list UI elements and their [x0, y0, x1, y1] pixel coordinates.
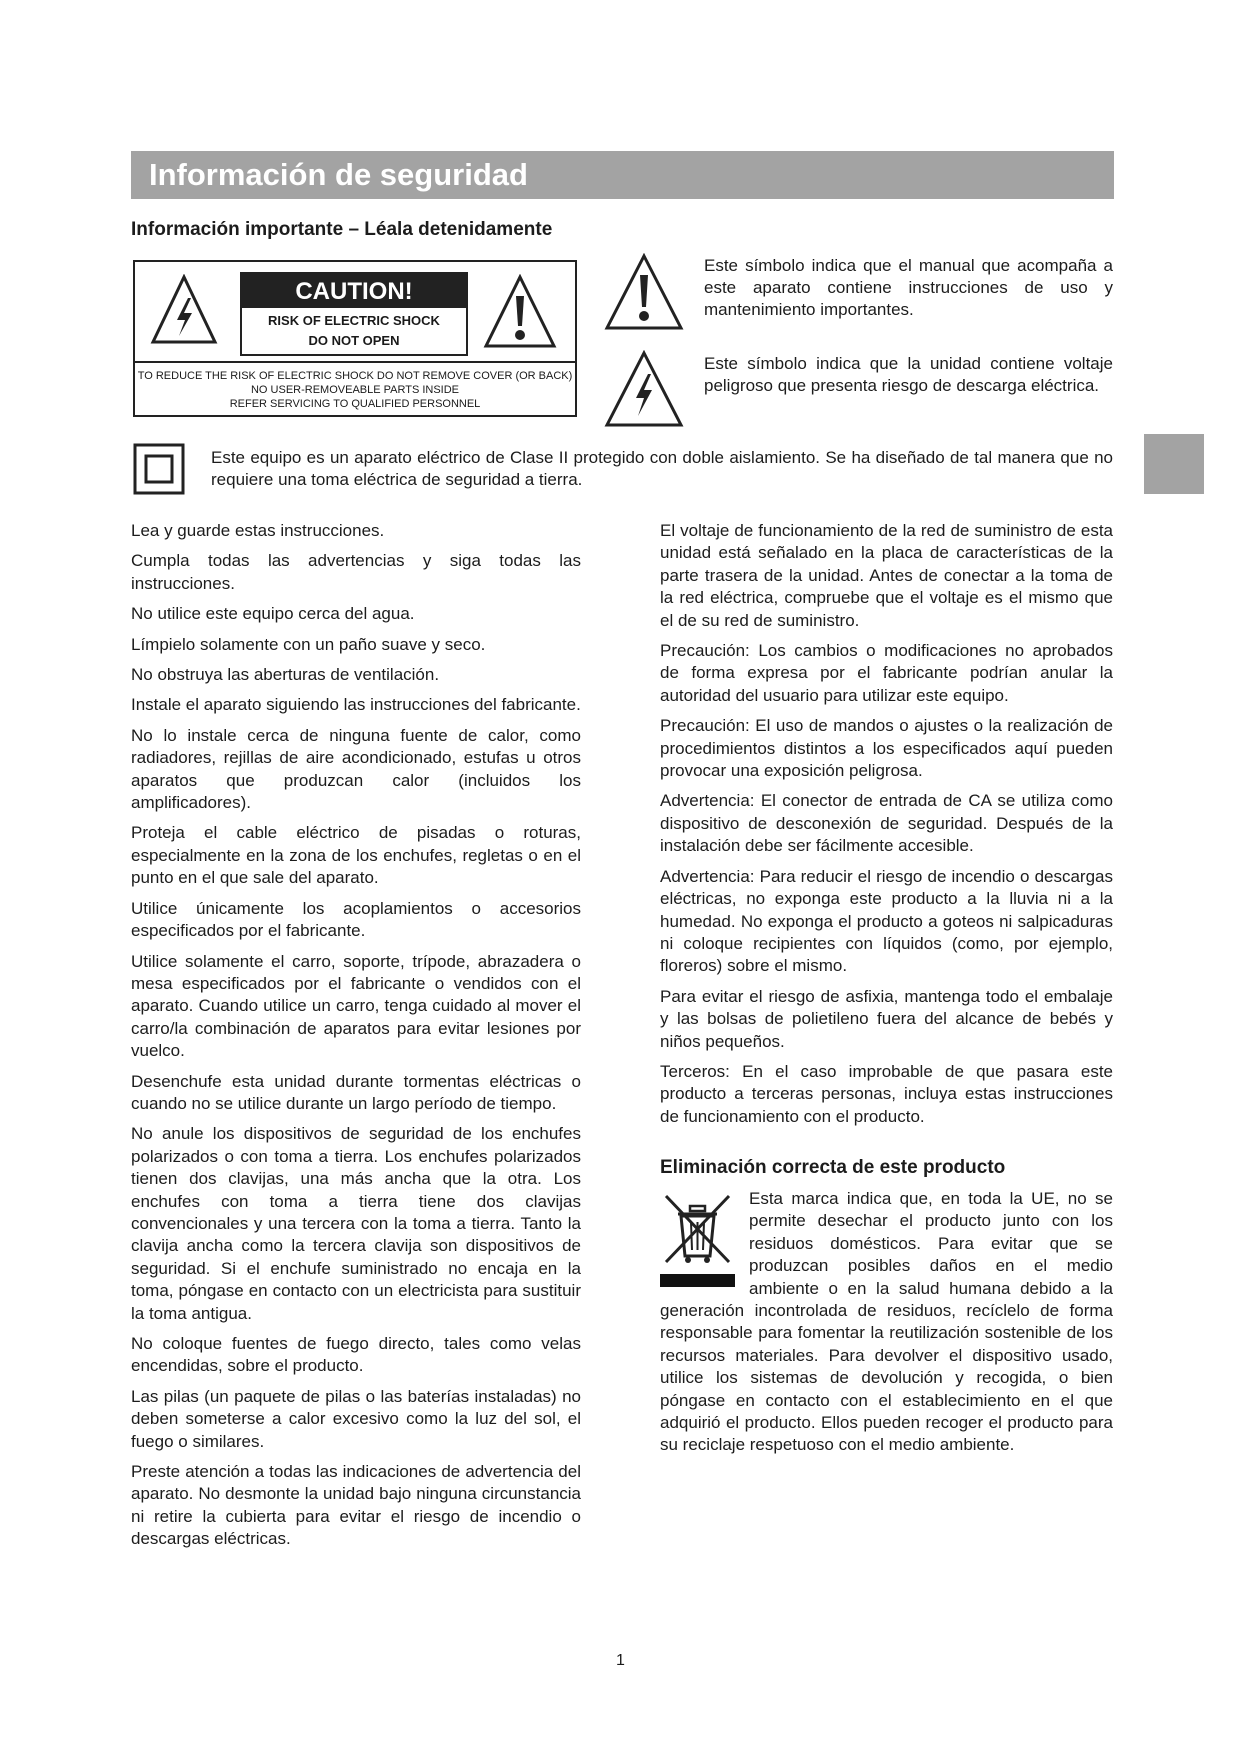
safety-warning: Precaución: Los cambios o modificaciones no aprobados de forma expresa por el fabricante podrían anular la autoridad del usuario para utilizar este equipo. [660, 641, 1113, 705]
lightning-symbol-icon [604, 350, 684, 428]
section-header-bar [131, 151, 1114, 199]
safety-instruction: No utilice este equipo cerca del agua. [131, 604, 415, 624]
page-title: Información de seguridad [149, 157, 528, 192]
safety-instruction: No anule los dispositivos de seguridad de los enchufes polarizados o con toma a tierra. Los enchufes polarizados tienen dos clavijas, una más ancha que la otra. Los enchufes con toma a tierra tiene dos clavijas convencionales y una tercera con la toma a tierra. Tanto la clavija ancha como la tercera clavija son dispositivos de seguridad. Si el enchufe suministrado no encaja en la toma, póngase en contacto con un electricista para sustituir la toma antigua. [131, 1124, 581, 1323]
page-number: 1 [616, 1652, 625, 1669]
exclamation-warning-icon [483, 274, 557, 350]
left-column [131, 520, 581, 1559]
disposal-text: Esta marca indica que, en toda la UE, no se permite desechar el producto junto con los residuos domésticos. Para evitar que se produzcan posibles daños en el medio ambiente o en la salud humana debido a la generación incontrolada de residuos, recíclelo de forma responsable para fomentar la reutilización sostenible de los recursos materiales. Para devolver el dispositivo usado, utilice los sistemas de devolución y recogida, o bien póngase en contacto con el establecimiento en el que adquirió el producto. Ellos pueden recoger el producto para su reciclaje respetuoso con el medio ambiente. [660, 1189, 1113, 1455]
chapter-tab [1144, 434, 1204, 494]
safety-instruction: Cumpla todas las advertencias y siga todas las instrucciones. [131, 551, 581, 593]
safety-instruction: No obstruya las aberturas de ventilación. [131, 665, 440, 685]
safety-instruction: Desenchufe esta unidad durante tormentas eléctricas o cuando no se utilice durante un largo período de tiempo. [131, 1071, 581, 1113]
caution-small-line-2: NO USER-REMOVEABLE PARTS INSIDE [250, 384, 460, 396]
safety-instruction: Lea y guarde estas instrucciones. [131, 521, 385, 540]
section-subtitle: Información importante – Léala detenidamente [131, 219, 553, 240]
safety-instruction: Las pilas (un paquete de pilas o las baterías instaladas) no deben someterse a calor excesivo como la luz del sol, el fuego o similares. [131, 1386, 581, 1451]
caution-label [133, 260, 577, 417]
safety-instruction: Utilice únicamente los acoplamientos o accesorios especificados por el fabricante. [131, 898, 581, 941]
exclamation-symbol-text: Este símbolo indica que el manual que acompaña a este aparato contiene instrucciones de uso y mantenimiento importantes. [704, 256, 1113, 319]
safety-instruction: Proteja el cable eléctrico de pisadas o roturas, especialmente en la zona de los enchufes, regletas o en el punto en el que sale del aparato. [131, 823, 581, 888]
lightning-symbol-text: Este símbolo indica que la unidad contiene voltaje peligroso que presenta riesgo de descarga eléctrica. [704, 354, 1113, 395]
right-column [660, 520, 1113, 1136]
caution-line-1: RISK OF ELECTRIC SHOCK [268, 313, 440, 328]
disposal-heading: Eliminación correcta de este producto [660, 1157, 1006, 1178]
caution-title: CAUTION! [242, 274, 466, 308]
safety-warning: Precaución: El uso de mandos o ajustes o la realización de procedimientos distintos a los especificados aquí pueden provocar una exposición peligrosa. [660, 716, 1113, 781]
disposal-section [660, 1188, 1113, 1457]
caution-divider [135, 361, 575, 363]
caution-line-2: DO NOT OPEN [308, 333, 400, 348]
safety-instruction: Utilice solamente el carro, soporte, trípode, abrazadera o mesa especificados por el fabricante o vendidos con el aparato. Cuando utilice un carro, tenga cuidado al mover el carro/la combinación de aparatos para evitar lesiones por vuelco. [131, 951, 581, 1061]
safety-warning: Advertencia: El conector de entrada de CA se utiliza como dispositivo de desconexión de seguridad. Después de la instalación debe ser fácilmente accesible. [660, 791, 1113, 856]
caution-panel [240, 272, 468, 356]
caution-small-line-1: TO REDUCE THE RISK OF ELECTRIC SHOCK DO NOT REMOVE COVER (OR BACK) [137, 370, 573, 382]
safety-instruction: Límpielo solamente con un paño suave y seco. [131, 634, 486, 654]
safety-instruction: No coloque fuentes de fuego directo, tales como velas encendidas, sobre el producto. [131, 1334, 581, 1376]
weee-crossed-bin-icon [660, 1192, 735, 1292]
safety-warning: El voltaje de funcionamiento de la red de suministro de esta unidad está señalado en la placa de características de la parte trasera de la unidad. Antes de conectar a la toma de la red eléctrica, compruebe que el voltaje es el mismo que el de su red de suministro. [660, 521, 1113, 630]
safety-warning: Terceros: En el caso improbable de que pasara este producto a terceras personas, incluya estas instrucciones de funcionamiento con el producto. [660, 1061, 1113, 1126]
safety-warning: Para evitar el riesgo de asfixia, mantenga todo el embalaje y las bolsas de polietileno fuera del alcance de bebés y niños pequeños. [660, 986, 1113, 1051]
exclamation-symbol-icon [604, 253, 684, 331]
safety-warning: Advertencia: Para reducir el riesgo de incendio o descargas eléctricas, no exponga este producto a la lluvia ni a la humedad. No exponga el producto a goteos ni salpicaduras ni coloque recipientes con líquidos (como, por ejemplo, floreros) sobre el mismo. [660, 866, 1113, 976]
class-ii-double-insulation-icon [133, 443, 185, 495]
class-ii-text: Este equipo es un aparato eléctrico de Clase II protegido con doble aislamiento. Se ha diseñado de tal manera que no requiere una toma eléctrica de seguridad a tierra. [211, 448, 1113, 489]
safety-instruction: No lo instale cerca de ninguna fuente de calor, como radiadores, rejillas de aire acondicionado, estufas u otros aparatos que produzcan calor (incluidos los amplificadores). [131, 725, 581, 813]
caution-small-line-3: REFER SERVICING TO QUALIFIED PERSONNEL [229, 398, 481, 410]
lightning-warning-icon [150, 274, 218, 346]
safety-instruction: Preste atención a todas las indicaciones de advertencia del aparato. No desmonte la unidad bajo ninguna circunstancia ni retire la cubierta para evitar el riesgo de incendio o descargas eléctricas. [131, 1462, 581, 1549]
safety-instruction: Instale el aparato siguiendo las instrucciones del fabricante. [131, 695, 581, 715]
